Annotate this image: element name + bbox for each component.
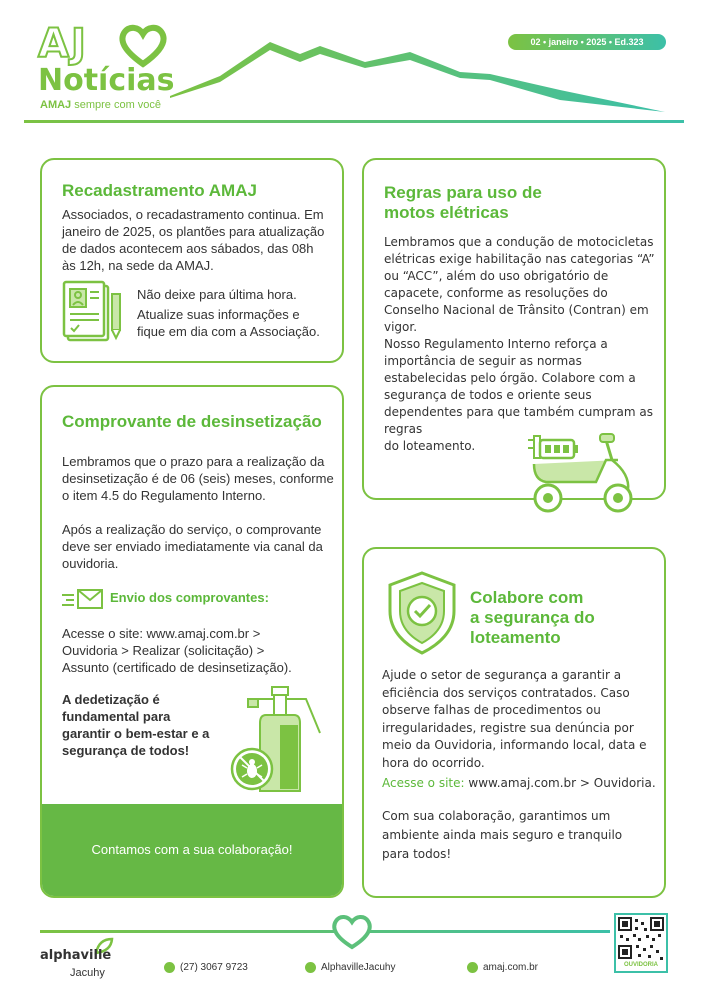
card-desinsetizacao	[40, 385, 344, 898]
instagram-icon	[305, 962, 316, 973]
card-seguranca	[362, 547, 666, 898]
desinsetizacao-highlight: A dedetização é fundamental para garantir o bem-estar e a segurança de todos!	[62, 692, 210, 758]
footer-site[interactable]: amaj.com.br	[467, 962, 538, 973]
recadastramento-body: Associados, o recadastramento continua. Em janeiro de 2025, os plantões para atualização de dados acontecem aos sábados, das 08h às 12h, na sede da AMAJ.	[62, 207, 325, 273]
logo-aj: AJ	[38, 21, 88, 67]
motos-title-line1: Regras para uso de	[384, 183, 542, 202]
desinsetizacao-title: Comprovante de desinsetização	[62, 412, 322, 431]
seguranca-title-line3: loteamento	[470, 628, 561, 647]
desinsetizacao-p2: Após a realização do serviço, o comprovante deve ser enviado imediatamente via canal da ouvidoria.	[62, 522, 323, 571]
globe-icon	[467, 962, 478, 973]
motos-title-line2: motos elétricas	[384, 203, 509, 222]
footer-phone[interactable]: (27) 3067 9723	[164, 962, 248, 973]
tagline: AMAJ sempre com você	[40, 99, 162, 111]
seguranca-title-line2: a segurança do	[470, 608, 595, 627]
card-motos-eletricas	[362, 158, 666, 500]
seguranca-title-line1: Colabore com	[470, 588, 584, 607]
envio-line1: Acesse o site: www.amaj.com.br >	[62, 626, 261, 641]
mountains-illustration	[160, 40, 680, 120]
phone-icon	[164, 962, 175, 973]
alphaville-logo: alphaville	[40, 948, 112, 963]
envio-line3: Assunto (certificado de desinsetização).	[62, 660, 292, 675]
seguranca-p1: Ajude o setor de segurança a garantir a eficiência dos serviços contratados. Caso observe falhas de procedimentos ou irregularidades, registre sua denúncia por meio da Ouvidoria, informando local, data e hora do ocorrido.	[382, 668, 647, 770]
seguranca-p2: Com sua colaboração, garantimos um ambiente ainda mais seguro e tranquilo para todos!	[382, 809, 623, 861]
header-divider	[24, 120, 684, 123]
card-recadastramento	[40, 158, 344, 363]
recadastramento-title: Recadastramento AMAJ	[62, 181, 257, 200]
recadastramento-tip2: Atualize suas informações e fique em dia com a Associação.	[137, 307, 320, 339]
shield-check-icon	[386, 571, 458, 655]
motos-p2a: Nosso Regulamento Interno reforça a importância de seguir as normas estabelecidas pelo órgão. Colabore com a segurança de todos e oriente seus dependentes para que também cumpram as regras	[384, 337, 654, 436]
recadastramento-tip1: Não deixe para última hora.	[137, 287, 297, 302]
desinsetizacao-p1: Lembramos que o prazo para a realização da desinsetização é de 06 (seis) meses, conforme o item 4.5 do Regulamento Interno.	[62, 454, 334, 503]
qr-code-icon	[616, 915, 666, 961]
envio-line2: Ouvidoria > Realizar (solicitação) >	[62, 643, 265, 658]
spray-bottle-icon	[228, 685, 328, 797]
qr-label: OUVIDORIA	[623, 962, 658, 968]
edition-badge: 02 • janeiro • 2025 • Ed.323	[508, 34, 666, 50]
registration-form-icon	[62, 280, 126, 346]
desinsetizacao-footer: Contamos com a sua colaboração!	[42, 804, 342, 896]
motos-p2b: do loteamento.	[384, 439, 476, 453]
motos-p1: Lembramos que a condução de motocicletas elétricas exige habilitação nas categorias “A” ou “ACC”, além do uso obrigatório de capacete, conforme as resoluções do Conselho Nacional de Trânsito (Contran) em vigor.	[384, 235, 655, 334]
send-mail-icon	[60, 587, 104, 613]
heart-icon	[330, 914, 374, 950]
envio-label: Envio dos comprovantes:	[110, 590, 269, 605]
seguranca-site: Acesse o site: www.amaj.com.br > Ouvidoria.	[382, 776, 656, 790]
alphaville-sub: Jacuhy	[70, 967, 105, 979]
footer-divider	[40, 930, 610, 933]
electric-scooter-icon	[526, 430, 638, 518]
footer-social[interactable]: AlphavilleJacuhy	[305, 962, 396, 973]
logo-noticias: Notícias	[38, 63, 175, 98]
